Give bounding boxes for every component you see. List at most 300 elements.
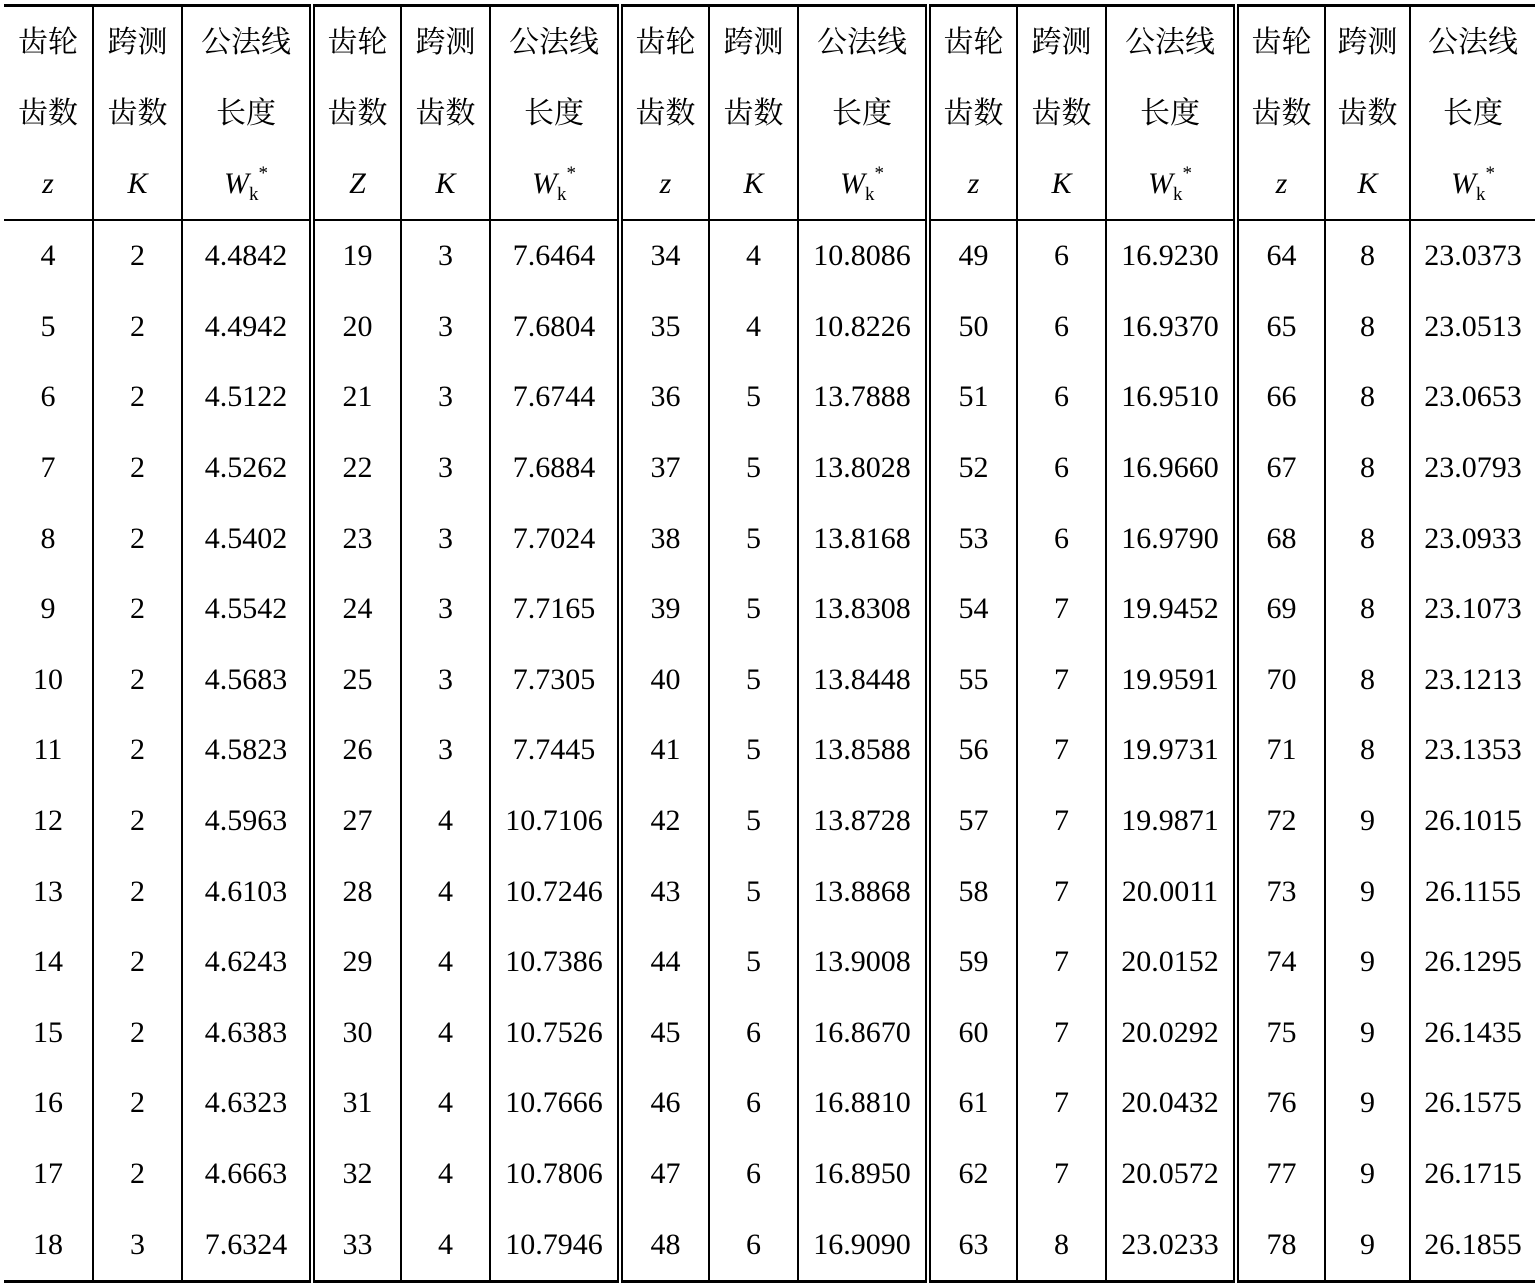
cell-teeth-count: 14	[33, 945, 63, 979]
cell-base-tangent-length: 16.8810	[798, 1068, 928, 1139]
cell-base-tangent-length: 23.1353	[1410, 715, 1535, 786]
cell-span-count: 2	[93, 1068, 182, 1139]
cell-span-count: 9	[1325, 1209, 1410, 1281]
cell-teeth-count: 36	[620, 362, 709, 433]
cell-base-tangent-length: 26.1295	[1410, 927, 1535, 998]
cell-teeth-count: 10	[33, 662, 63, 696]
symbol-length-base: W	[224, 167, 249, 200]
cell-teeth-count: 37	[620, 433, 709, 504]
symbol-length-superscript: *	[566, 163, 576, 184]
cell-base-tangent-length: 20.0292	[1106, 998, 1236, 1069]
cell-base-tangent-length: 16.9230	[1106, 220, 1236, 292]
header-span-count: 跨测	[93, 6, 182, 79]
cell-teeth-count: 62	[928, 1139, 1017, 1210]
symbol-teeth: z	[4, 149, 93, 220]
cell-span-count: 2	[93, 1139, 182, 1210]
cell-teeth-count: 38	[620, 503, 709, 574]
cell-span-count: 6	[1017, 220, 1106, 292]
cell-base-tangent-length: 4.4942	[182, 292, 312, 363]
cell-teeth-count: 76	[1236, 1068, 1325, 1139]
cell-span-count: 8	[1325, 220, 1410, 292]
cell-base-tangent-length: 13.8868	[798, 856, 928, 927]
cell-base-tangent-length: 26.1855	[1410, 1209, 1535, 1281]
cell-span-count: 5	[709, 433, 798, 504]
cell-base-tangent-length: 20.0152	[1106, 927, 1236, 998]
cell-base-tangent-length: 7.6804	[490, 292, 620, 363]
cell-base-tangent-length: 4.5122	[182, 362, 312, 433]
cell-span-count: 7	[1017, 715, 1106, 786]
cell-teeth-count: 46	[620, 1068, 709, 1139]
cell-teeth-count: 17	[33, 1157, 63, 1191]
table-row	[4, 927, 1535, 998]
cell-span-count: 4	[401, 1209, 490, 1281]
cell-span-count: 9	[1325, 1068, 1410, 1139]
cell-base-tangent-length: 4.5542	[182, 574, 312, 645]
cell-span-count: 9	[1325, 786, 1410, 857]
table-row	[4, 574, 1535, 645]
cell-teeth-count: 25	[312, 645, 401, 716]
header-span-count: 齿数	[1017, 78, 1106, 149]
cell-teeth-count: 77	[1236, 1139, 1325, 1210]
cell-base-tangent-length: 13.8168	[798, 503, 928, 574]
cell-span-count: 2	[93, 786, 182, 857]
cell-teeth-count: 29	[312, 927, 401, 998]
cell-teeth-count: 49	[928, 220, 1017, 292]
table-row	[4, 220, 1535, 292]
cell-base-tangent-length: 23.0933	[1410, 503, 1535, 574]
symbol-length-subscript: k	[865, 184, 875, 205]
header-span-count: 齿数	[709, 78, 798, 149]
cell-base-tangent-length: 19.9871	[1106, 786, 1236, 857]
cell-teeth-count: 4	[40, 239, 56, 273]
cell-base-tangent-length: 13.8728	[798, 786, 928, 857]
cell-span-count: 3	[401, 574, 490, 645]
cell-base-tangent-length: 23.1213	[1410, 645, 1535, 716]
cell-teeth-count: 31	[312, 1068, 401, 1139]
cell-teeth-count: 24	[312, 574, 401, 645]
symbol-teeth: Z	[312, 149, 401, 220]
header-base-tangent-length: 公法线	[182, 6, 312, 79]
cell-base-tangent-length: 13.7888	[798, 362, 928, 433]
cell-base-tangent-length: 16.9370	[1106, 292, 1236, 363]
cell-base-tangent-length: 23.0653	[1410, 362, 1535, 433]
cell-teeth-count: 12	[33, 804, 63, 838]
cell-span-count: 5	[709, 574, 798, 645]
cell-base-tangent-length: 16.8950	[798, 1139, 928, 1210]
cell-span-count: 5	[709, 645, 798, 716]
cell-teeth-count: 18	[4, 1209, 93, 1281]
symbol-length	[182, 149, 312, 220]
cell-span-count: 2	[93, 856, 182, 927]
gear-base-tangent-length-table	[4, 4, 1535, 1283]
cell-base-tangent-length: 7.7024	[490, 503, 620, 574]
cell-base-tangent-length: 4.6243	[182, 927, 312, 998]
cell-base-tangent-length: 16.9660	[1106, 433, 1236, 504]
cell-base-tangent-length: 7.6324	[182, 1209, 312, 1281]
cell-span-count: 8	[1325, 645, 1410, 716]
cell-base-tangent-length: 20.0432	[1106, 1068, 1236, 1139]
cell-teeth-count: 40	[620, 645, 709, 716]
cell-base-tangent-length: 26.1015	[1410, 786, 1535, 857]
cell-teeth-count: 21	[312, 362, 401, 433]
cell-base-tangent-length: 4.6383	[182, 998, 312, 1069]
cell-base-tangent-length: 10.7106	[490, 786, 620, 857]
cell-teeth-count: 53	[928, 503, 1017, 574]
cell-teeth-count: 75	[1236, 998, 1325, 1069]
cell-span-count: 2	[93, 574, 182, 645]
symbol-span: K	[1325, 149, 1410, 220]
header-base-tangent-length: 长度	[1106, 78, 1236, 149]
cell-teeth-count: 63	[928, 1209, 1017, 1281]
header-span-count: 跨测	[1017, 6, 1106, 79]
header-span-count: 齿数	[93, 78, 182, 149]
cell-teeth-count: 78	[1236, 1209, 1325, 1281]
cell-base-tangent-length: 13.9008	[798, 927, 928, 998]
header-teeth-count: 齿数	[1236, 78, 1325, 149]
cell-base-tangent-length: 4.5823	[182, 715, 312, 786]
cell-teeth-count: 23	[312, 503, 401, 574]
cell-teeth-count: 52	[928, 433, 1017, 504]
header-span-count: 齿数	[1325, 78, 1410, 149]
cell-span-count: 7	[1017, 786, 1106, 857]
cell-span-count: 9	[1325, 856, 1410, 927]
header-base-tangent-length: 公法线	[798, 6, 928, 79]
cell-span-count: 7	[1017, 1068, 1106, 1139]
cell-span-count: 4	[709, 292, 798, 363]
cell-base-tangent-length: 4.6103	[182, 856, 312, 927]
header-base-tangent-length: 长度	[182, 78, 312, 149]
cell-base-tangent-length: 16.9790	[1106, 503, 1236, 574]
cell-span-count: 5	[709, 715, 798, 786]
cell-base-tangent-length: 4.5262	[182, 433, 312, 504]
cell-teeth-count: 48	[620, 1209, 709, 1281]
cell-span-count: 6	[709, 1139, 798, 1210]
cell-base-tangent-length: 7.7445	[490, 715, 620, 786]
cell-teeth-count: 41	[620, 715, 709, 786]
cell-base-tangent-length: 20.0572	[1106, 1139, 1236, 1210]
cell-teeth-count: 56	[928, 715, 1017, 786]
cell-base-tangent-length: 7.6744	[490, 362, 620, 433]
symbol-teeth: z	[1236, 149, 1325, 220]
header-base-tangent-length: 长度	[490, 78, 620, 149]
cell-span-count: 8	[1017, 1209, 1106, 1281]
cell-base-tangent-length: 4.5683	[182, 645, 312, 716]
symbol-teeth: z	[620, 149, 709, 220]
symbol-length-subscript: k	[1173, 184, 1183, 205]
cell-teeth-count: 72	[1236, 786, 1325, 857]
cell-base-tangent-length: 4.6323	[182, 1068, 312, 1139]
cell-span-count: 5	[709, 786, 798, 857]
table-row	[4, 433, 1535, 504]
cell-span-count: 3	[93, 1209, 182, 1281]
cell-span-count: 4	[401, 856, 490, 927]
symbol-length	[490, 149, 620, 220]
cell-base-tangent-length: 23.0793	[1410, 433, 1535, 504]
cell-span-count: 7	[1017, 645, 1106, 716]
cell-base-tangent-length: 23.0513	[1410, 292, 1535, 363]
cell-teeth-count: 61	[928, 1068, 1017, 1139]
symbol-length-subscript: k	[1476, 184, 1486, 205]
cell-base-tangent-length: 26.1155	[1410, 856, 1535, 927]
cell-teeth-count: 44	[620, 927, 709, 998]
cell-span-count: 7	[1017, 856, 1106, 927]
cell-teeth-count: 51	[928, 362, 1017, 433]
cell-teeth-count: 70	[1236, 645, 1325, 716]
cell-teeth-count: 66	[1236, 362, 1325, 433]
cell-span-count: 9	[1325, 927, 1410, 998]
header-base-tangent-length: 长度	[798, 78, 928, 149]
cell-base-tangent-length: 19.9452	[1106, 574, 1236, 645]
header-teeth-count: 齿数	[312, 78, 401, 149]
cell-span-count: 7	[1017, 998, 1106, 1069]
cell-span-count: 2	[93, 927, 182, 998]
cell-base-tangent-length: 4.6663	[182, 1139, 312, 1210]
cell-span-count: 2	[93, 292, 182, 363]
symbol-span: K	[401, 149, 490, 220]
table-row	[4, 1068, 1535, 1139]
cell-span-count: 9	[1325, 998, 1410, 1069]
header-row	[4, 6, 1535, 79]
cell-base-tangent-length: 7.6884	[490, 433, 620, 504]
cell-teeth-count: 55	[928, 645, 1017, 716]
cell-span-count: 8	[1325, 503, 1410, 574]
cell-span-count: 2	[93, 503, 182, 574]
symbol-length-subscript: k	[557, 184, 567, 205]
table-row	[4, 645, 1535, 716]
cell-teeth-count: 74	[1236, 927, 1325, 998]
cell-teeth-count: 64	[1236, 220, 1325, 292]
symbol-length-superscript: *	[258, 163, 268, 184]
cell-teeth-count: 60	[928, 998, 1017, 1069]
cell-span-count: 2	[93, 220, 182, 292]
header-span-count: 跨测	[401, 6, 490, 79]
header-teeth-count: 齿轮	[4, 6, 93, 79]
cell-span-count: 3	[401, 503, 490, 574]
cell-base-tangent-length: 16.8670	[798, 998, 928, 1069]
header-teeth-count: 齿数	[620, 78, 709, 149]
cell-teeth-count: 45	[620, 998, 709, 1069]
cell-span-count: 6	[1017, 503, 1106, 574]
symbol-length	[1410, 149, 1535, 220]
cell-base-tangent-length: 23.0233	[1106, 1209, 1236, 1281]
cell-span-count: 5	[709, 856, 798, 927]
cell-teeth-count: 27	[312, 786, 401, 857]
cell-span-count: 4	[401, 786, 490, 857]
header-teeth-count: 齿轮	[928, 6, 1017, 79]
cell-span-count: 7	[1017, 574, 1106, 645]
cell-base-tangent-length: 16.9090	[798, 1209, 928, 1281]
cell-span-count: 7	[1017, 927, 1106, 998]
symbol-span: K	[1017, 149, 1106, 220]
cell-base-tangent-length: 10.7666	[490, 1068, 620, 1139]
cell-base-tangent-length: 4.5402	[182, 503, 312, 574]
cell-teeth-count: 50	[928, 292, 1017, 363]
cell-span-count: 8	[1325, 433, 1410, 504]
cell-base-tangent-length: 26.1715	[1410, 1139, 1535, 1210]
cell-span-count: 6	[1017, 362, 1106, 433]
cell-span-count: 7	[1017, 1139, 1106, 1210]
symbol-length	[1106, 149, 1236, 220]
cell-span-count: 6	[709, 1068, 798, 1139]
cell-teeth-count: 22	[312, 433, 401, 504]
cell-base-tangent-length: 10.8086	[798, 220, 928, 292]
cell-base-tangent-length: 10.7806	[490, 1139, 620, 1210]
cell-span-count: 4	[401, 927, 490, 998]
cell-span-count: 4	[709, 220, 798, 292]
cell-teeth-count: 58	[928, 856, 1017, 927]
cell-base-tangent-length: 26.1575	[1410, 1068, 1535, 1139]
table-row	[4, 998, 1535, 1069]
cell-teeth-count: 34	[620, 220, 709, 292]
header-teeth-count: 齿轮	[312, 6, 401, 79]
cell-teeth-count: 19	[312, 220, 401, 292]
table-row	[4, 292, 1535, 363]
cell-base-tangent-length: 13.8308	[798, 574, 928, 645]
cell-base-tangent-length: 20.0011	[1106, 856, 1236, 927]
table-row	[4, 362, 1535, 433]
cell-teeth-count: 39	[620, 574, 709, 645]
symbol-length-base: W	[532, 167, 557, 200]
cell-teeth-count: 32	[312, 1139, 401, 1210]
cell-teeth-count: 67	[1236, 433, 1325, 504]
cell-base-tangent-length: 23.0373	[1410, 220, 1535, 292]
cell-teeth-count: 26	[312, 715, 401, 786]
cell-span-count: 3	[401, 220, 490, 292]
cell-span-count: 2	[93, 645, 182, 716]
cell-teeth-count: 35	[620, 292, 709, 363]
cell-teeth-count: 73	[1236, 856, 1325, 927]
cell-span-count: 8	[1325, 292, 1410, 363]
cell-teeth-count: 57	[928, 786, 1017, 857]
cell-teeth-count: 42	[620, 786, 709, 857]
cell-span-count: 3	[401, 292, 490, 363]
symbol-length-superscript: *	[874, 163, 884, 184]
cell-teeth-count: 59	[928, 927, 1017, 998]
cell-base-tangent-length: 19.9591	[1106, 645, 1236, 716]
cell-teeth-count: 30	[312, 998, 401, 1069]
header-row	[4, 78, 1535, 149]
cell-teeth-count: 16	[33, 1086, 63, 1120]
symbol-span: K	[93, 149, 182, 220]
cell-teeth-count: 15	[33, 1015, 63, 1049]
table-row	[4, 856, 1535, 927]
cell-span-count: 3	[401, 715, 490, 786]
cell-base-tangent-length: 10.7386	[490, 927, 620, 998]
header-span-count: 跨测	[1325, 6, 1410, 79]
symbol-length-base: W	[1148, 167, 1173, 200]
cell-teeth-count: 65	[1236, 292, 1325, 363]
cell-span-count: 9	[1325, 1139, 1410, 1210]
table-row	[4, 715, 1535, 786]
cell-span-count: 8	[1325, 574, 1410, 645]
cell-span-count: 3	[401, 362, 490, 433]
symbol-length-superscript: *	[1182, 163, 1192, 184]
cell-base-tangent-length: 4.5963	[182, 786, 312, 857]
symbol-teeth: z	[928, 149, 1017, 220]
header-base-tangent-length: 公法线	[1106, 6, 1236, 79]
cell-span-count: 5	[709, 927, 798, 998]
cell-base-tangent-length: 10.8226	[798, 292, 928, 363]
header-teeth-count: 齿数	[928, 78, 1017, 149]
symbol-length-base: W	[840, 167, 865, 200]
cell-teeth-count: 69	[1236, 574, 1325, 645]
cell-span-count: 4	[401, 1139, 490, 1210]
cell-teeth-count: 7	[40, 451, 56, 485]
symbol-length	[798, 149, 928, 220]
cell-teeth-count: 6	[40, 380, 56, 414]
symbol-length-base: W	[1451, 167, 1476, 200]
cell-base-tangent-length: 26.1435	[1410, 998, 1535, 1069]
cell-span-count: 3	[401, 645, 490, 716]
cell-span-count: 4	[401, 1068, 490, 1139]
table-row	[4, 786, 1535, 857]
cell-base-tangent-length: 7.7305	[490, 645, 620, 716]
cell-teeth-count: 33	[312, 1209, 401, 1281]
cell-span-count: 6	[709, 998, 798, 1069]
table-row	[4, 1139, 1535, 1210]
cell-teeth-count: 11	[33, 733, 63, 767]
cell-span-count: 2	[93, 998, 182, 1069]
cell-base-tangent-length: 10.7526	[490, 998, 620, 1069]
header-symbol-row	[4, 149, 1535, 220]
cell-teeth-count: 20	[312, 292, 401, 363]
cell-span-count: 8	[1325, 715, 1410, 786]
cell-base-tangent-length: 16.9510	[1106, 362, 1236, 433]
cell-base-tangent-length: 19.9731	[1106, 715, 1236, 786]
cell-base-tangent-length: 10.7246	[490, 856, 620, 927]
cell-teeth-count: 47	[620, 1139, 709, 1210]
cell-base-tangent-length: 10.7946	[490, 1209, 620, 1281]
symbol-span: K	[709, 149, 798, 220]
cell-span-count: 2	[93, 433, 182, 504]
cell-teeth-count: 28	[312, 856, 401, 927]
cell-base-tangent-length: 23.1073	[1410, 574, 1535, 645]
cell-teeth-count: 68	[1236, 503, 1325, 574]
header-teeth-count: 齿轮	[620, 6, 709, 79]
header-base-tangent-length: 长度	[1410, 78, 1535, 149]
symbol-length-superscript: *	[1485, 163, 1495, 184]
cell-teeth-count: 54	[928, 574, 1017, 645]
header-base-tangent-length: 公法线	[1410, 6, 1535, 79]
cell-span-count: 5	[709, 503, 798, 574]
cell-span-count: 5	[709, 362, 798, 433]
cell-base-tangent-length: 7.7165	[490, 574, 620, 645]
cell-teeth-count: 43	[620, 856, 709, 927]
cell-teeth-count: 13	[33, 874, 63, 908]
cell-span-count: 2	[93, 362, 182, 433]
cell-teeth-count: 9	[40, 592, 56, 626]
cell-base-tangent-length: 13.8448	[798, 645, 928, 716]
header-base-tangent-length: 公法线	[490, 6, 620, 79]
header-teeth-count: 齿轮	[1236, 6, 1325, 79]
header-span-count: 齿数	[401, 78, 490, 149]
cell-teeth-count: 5	[40, 309, 56, 343]
cell-base-tangent-length: 13.8028	[798, 433, 928, 504]
cell-span-count: 3	[401, 433, 490, 504]
cell-base-tangent-length: 7.6464	[490, 220, 620, 292]
cell-span-count: 6	[709, 1209, 798, 1281]
header-teeth-count: 齿数	[18, 96, 78, 130]
symbol-length-subscript: k	[249, 184, 259, 205]
table-row	[4, 1209, 1535, 1281]
cell-span-count: 6	[1017, 433, 1106, 504]
cell-span-count: 4	[401, 998, 490, 1069]
cell-span-count: 8	[1325, 362, 1410, 433]
header-span-count: 跨测	[709, 6, 798, 79]
cell-base-tangent-length: 13.8588	[798, 715, 928, 786]
cell-teeth-count: 8	[40, 521, 56, 555]
cell-teeth-count: 71	[1236, 715, 1325, 786]
